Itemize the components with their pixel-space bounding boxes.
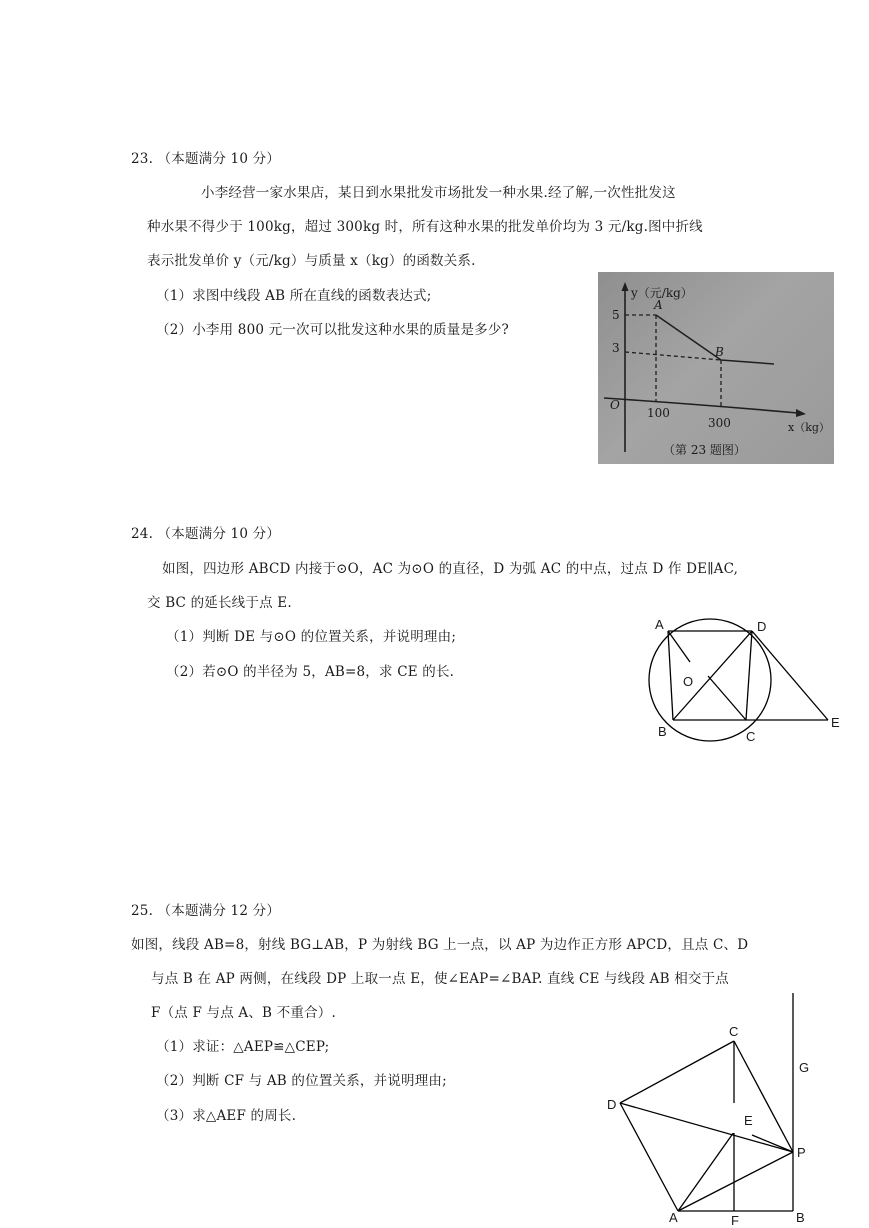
x-tick-100: 100 <box>647 406 670 420</box>
figure-caption: （第 23 题图） <box>663 443 746 457</box>
q24-part2: （2）若⊙O 的半径为 5，AB=8，求 CE 的长. <box>166 664 455 680</box>
segment-de <box>752 631 828 720</box>
q23-line2: 种水果不得少于 100kg，超过 300kg 时，所有这种水果的批发单价均为 3 元/kg.图中折线 <box>147 219 703 235</box>
q25-part1: （1）求证：△AEP≌△CEP; <box>156 1039 330 1055</box>
q25-part3: （3）求△AEF 的周长. <box>156 1108 297 1124</box>
q24-label-d: D <box>757 619 767 634</box>
segment-oc <box>708 676 746 720</box>
segment-da <box>620 1103 678 1211</box>
segment-cd <box>620 1041 734 1103</box>
q24-label-e: E <box>831 715 840 730</box>
x-axis-arrow <box>796 409 806 417</box>
y-axis-arrow <box>622 282 629 291</box>
origin-label: O <box>610 398 620 412</box>
q23-part1: （1）求图中线段 AB 所在直线的函数表达式; <box>156 288 432 304</box>
q25-label-p: P <box>797 1145 806 1160</box>
q25-label-f: F <box>731 1213 739 1228</box>
segment-ab <box>668 631 673 720</box>
segment-ep <box>752 1135 793 1152</box>
segment-pc <box>734 1041 793 1152</box>
q23-line3: 表示批发单价 y（元/kg）与质量 x（kg）的函数关系. <box>147 253 476 269</box>
segment-ap <box>678 1152 793 1211</box>
q23-figure-photo <box>598 272 834 464</box>
q24-header: 24. （本题满分 10 分） <box>131 526 281 542</box>
q24-line1: 如图，四边形 ABCD 内接于⊙O，AC 为⊙O 的直径，D 为弧 AC 的中点，过点 D 作 DE∥AC, <box>162 561 739 577</box>
e-label-gap <box>730 1103 740 1133</box>
q25-label-g: G <box>799 1060 810 1075</box>
y-tick-3: 3 <box>612 341 620 355</box>
q25-label-d: D <box>607 1097 617 1112</box>
segment-dp <box>620 1103 793 1152</box>
segment-ae <box>678 1132 734 1211</box>
y-tick-5: 5 <box>612 308 620 322</box>
x-axis <box>604 398 798 413</box>
q25-header: 25. （本题满分 12 分） <box>131 903 281 919</box>
q23-graph <box>598 272 834 464</box>
point-a-label: A <box>654 298 663 312</box>
circle-o <box>649 619 771 741</box>
q24-line2: 交 BC 的延长线于点 E. <box>147 595 292 611</box>
q25-label-c: C <box>729 1024 739 1039</box>
q24-label-c: C <box>746 729 756 744</box>
q24-part1: （1）判断 DE 与⊙O 的位置关系，并说明理由; <box>166 629 457 645</box>
q25-label-e: E <box>744 1113 753 1128</box>
q24-figure <box>640 610 850 750</box>
guide-b-h <box>625 352 721 360</box>
q25-part2: （2）判断 CF 与 AB 的位置关系，并说明理由; <box>156 1073 447 1089</box>
segment-dc <box>746 631 752 720</box>
y-axis-label: y（元/kg） <box>631 286 693 300</box>
q24-label-b: B <box>658 724 667 739</box>
segment-ao <box>668 631 690 662</box>
point-b-label: B <box>715 345 724 359</box>
q25-figure <box>600 985 830 1228</box>
q23-part2: （2）小李用 800 元一次可以批发这种水果的质量是多少? <box>156 322 509 338</box>
x-axis-label: x（kg） <box>788 421 830 434</box>
q24-label-a: A <box>655 617 664 632</box>
x-tick-300: 300 <box>708 416 731 430</box>
q23-header: 23. （本题满分 10 分） <box>131 151 281 167</box>
q25-label-b: B <box>796 1210 805 1225</box>
q25-line1: 如图，线段 AB=8，射线 BG⊥AB，P 为射线 BG 上一点，以 AP 为边作正方形 APCD，且点 C、D <box>131 937 749 953</box>
q25-line2: 与点 B 在 AP 两侧，在线段 DP 上取一点 E，使∠EAP=∠BAP. 直线 CE 与线段 AB 相交于点 <box>151 971 729 987</box>
q25-line3: F（点 F 与点 A、B 不重合）. <box>151 1005 336 1021</box>
q23-line1: 小李经营一家水果店，某日到水果批发市场批发一种水果.经了解,一次性批发这 <box>201 185 676 201</box>
q25-label-a: A <box>669 1210 678 1225</box>
q24-label-o: O <box>683 674 694 689</box>
